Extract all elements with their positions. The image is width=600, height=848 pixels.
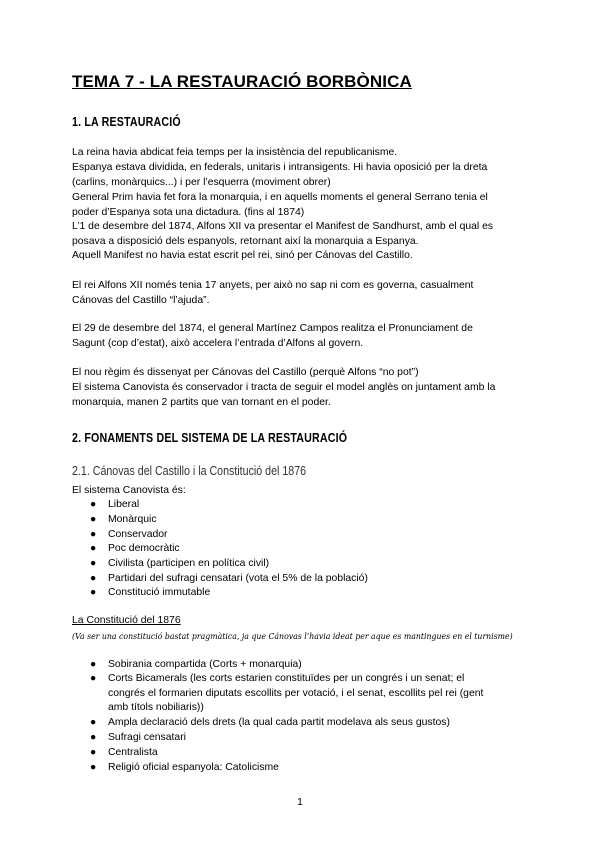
system-intro: El sistema Canovista és:: [72, 485, 186, 496]
s1-p1-line: General Prim havia fet fora la monarquia, i en aquells moments el general Serrano tenia el: [72, 192, 488, 203]
list-item: Ampla declaració dels drets (la qual cada partit modelava als seus gustos): [108, 717, 450, 728]
s1-p1-line: posava a disposició dels espanyols, retornant així la monarquia a Espanya.: [72, 236, 419, 247]
list-item-continuation: congrés el formarien diputats escollits per votació, i el senat, escollits pel rei (gent: [108, 688, 484, 699]
s1-p1-line: Aquell Manifest no havia estat escrit pel rei, sinó per Cánovas del Castillo.: [72, 250, 413, 261]
bullet-icon: ●: [90, 747, 97, 758]
bullet-icon: ●: [90, 558, 97, 569]
s1-p4-line: El nou règim és dissenyat per Cánovas del Castillo (perquè Alfons “no pot”): [72, 367, 419, 378]
subsection-2-1-heading: 2.1. Cánovas del Castillo i la Constitució del 1876: [72, 463, 307, 478]
list-item: Monàrquic: [108, 514, 157, 525]
bullet-icon: ●: [90, 529, 97, 540]
s1-p2-line: Cánovas del Castillo “l’ajuda”.: [72, 295, 210, 306]
s1-p3-line: El 29 de desembre del 1874, el general Martínez Campos realitza el Pronunciament de: [72, 323, 473, 334]
list-item: Liberal: [108, 499, 140, 510]
bullet-icon: ●: [90, 732, 97, 743]
list-item: Centralista: [108, 747, 158, 758]
list-item: Constitució immutable: [108, 587, 211, 598]
s1-p1-line: La reina havia abdicat feia temps per la insistència del republicanisme.: [72, 147, 398, 158]
s1-p1-line: poder d’Espanya sota una dictadura. (fins al 1874): [72, 207, 305, 218]
list-item: Civilista (participen en política civil): [108, 558, 270, 569]
bullet-icon: ●: [90, 659, 97, 670]
bullet-icon: ●: [90, 717, 97, 728]
constitution-title: La Constitució del 1876: [72, 615, 181, 626]
constitution-note: (Va ser una constitució bastat pragmàtica, ja que Cánovas l’havia ideat per aque es mantingues en el turnisme): [72, 631, 513, 641]
list-item: Conservador: [108, 529, 168, 540]
list-item: Poc democràtic: [108, 543, 180, 554]
section-1-heading: 1. LA RESTAURACIÓ: [72, 114, 181, 129]
bullet-icon: ●: [90, 514, 97, 525]
list-item: Religió oficial espanyola: Catolicisme: [108, 762, 279, 773]
s1-p4-line: El sistema Canovista és conservador i tracta de seguir el model anglès on juntament amb la: [72, 382, 496, 393]
page-title: TEMA 7 - LA RESTAURACIÓ BORBÒNICA: [72, 72, 412, 91]
s1-p4-line: monarquia, manen 2 partits que van tornant en el poder.: [72, 397, 331, 408]
bullet-icon: ●: [90, 673, 97, 684]
bullet-icon: ●: [90, 543, 97, 554]
list-item: Corts Bicamerals (les corts estarien constituïdes per un congrés i un senat; el: [108, 673, 465, 684]
bullet-icon: ●: [90, 587, 97, 598]
list-item: Sufragi censatari: [108, 732, 186, 743]
s1-p2-line: El rei Alfons XII només tenia 17 anyets, per això no sap ni com es governa, casualment: [72, 280, 474, 291]
section-2-heading: 2. FONAMENTS DEL SISTEMA DE LA RESTAURACIÓ: [72, 430, 348, 445]
list-item: Partidari del sufragi censatari (vota el 5% de la població): [108, 573, 368, 584]
s1-p1-line: Espanya estava dividida, en federals, unitaris i intransigents. Hi havia oposició per la dreta: [72, 162, 488, 173]
s1-p1-line: (carlins, monàrquics...) i per l’esquerra (moviment obrer): [72, 177, 331, 188]
s1-p1-line: L’1 de desembre del 1874, Alfons XII va presentar el Manifest de Sandhurst, amb el qual es: [72, 221, 494, 232]
bullet-icon: ●: [90, 573, 97, 584]
list-item-continuation: amb títols nobiliaris)): [108, 702, 204, 713]
bullet-icon: ●: [90, 762, 97, 773]
page-number: 1: [297, 797, 303, 808]
bullet-icon: ●: [90, 499, 97, 510]
list-item: Sobirania compartida (Corts + monarquia): [108, 659, 302, 670]
s1-p3-line: Sagunt (cop d’estat), això accelera l’entrada d’Alfons al govern.: [72, 338, 364, 349]
